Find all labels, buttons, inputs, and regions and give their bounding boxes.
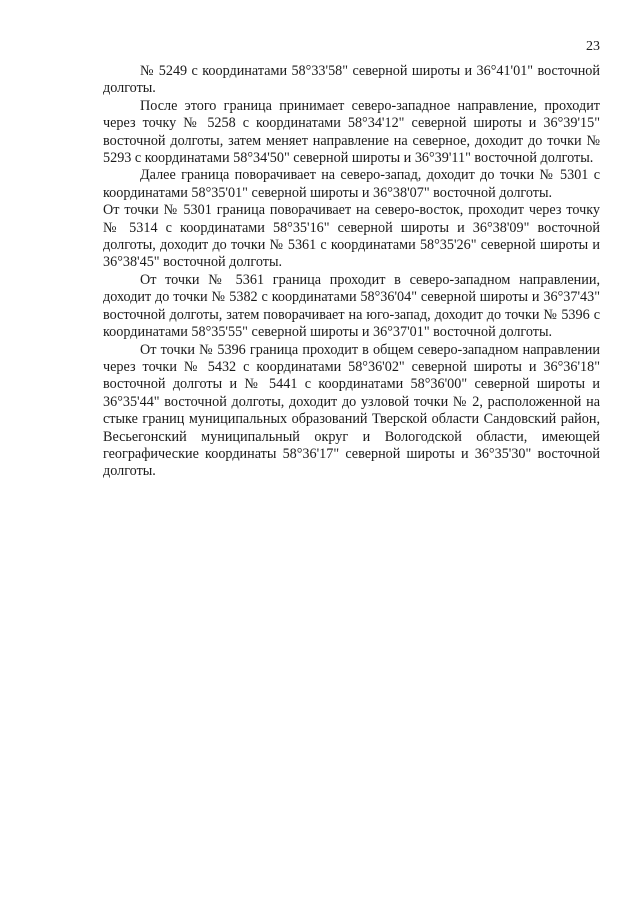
paragraph-northwest-direction: После этого граница принимает северо-западное направление, проходит через точку № 5258 с координатами 58°34'12" северной широты и 36°39'15" восточной долготы, затем меняет направление на северное, доходит до точки № 5293 с координатами 58°34'50" северной широты и 36°39'11" восточной долготы. bbox=[103, 97, 600, 167]
page-number: 23 bbox=[586, 39, 600, 54]
paragraph-turn-northwest: Далее граница поворачивает на северо-запад, доходит до точки № 5301 с координатами 58°35'01" северной широты и 36°38'07" восточной долготы. bbox=[103, 167, 600, 201]
paragraph-from-point-5396: От точки № 5396 граница проходит в общем северо-западном направлении через точки № 5432 с координатами 58°36'02" северной широты и 36°36'18" восточной долготы и № 5441 с координатами 58°36'00" северной широты и 36°35'44" восточной долготы, доходит до узловой точки № 2, расположенной на стыке границ муниципальных образований Тверской области Сандовский район, Весьегонский муниципальный округ и Вологодской области, имеющей географические координаты 58°36'17" северной широты и 36°35'30" восточной долготы. bbox=[103, 341, 600, 480]
paragraph-from-point-5361: От точки № 5361 граница проходит в северо-западном направлении, доходит до точки № 5382 с координатами 58°36'04" северной широты и 36°37'43" восточной долготы, затем поворачивает на юго-запад, доходит до точки № 5396 с координатами 58°35'55" северной широты и 36°37'01" восточной долготы. bbox=[103, 271, 600, 341]
paragraph-point-5249: № 5249 с координатами 58°33'58" северной широты и 36°41'01" восточной долготы. bbox=[103, 63, 600, 97]
paragraph-from-point-5301: От точки № 5301 граница поворачивает на северо-восток, проходит через точку № 5314 с координатами 58°35'16" северной широты и 36°38'09" восточной долготы, доходит до точки № 5361 с координатами 58°35'26" северной широты и 36°38'45" восточной долготы. bbox=[103, 202, 600, 271]
document-body bbox=[103, 63, 600, 481]
